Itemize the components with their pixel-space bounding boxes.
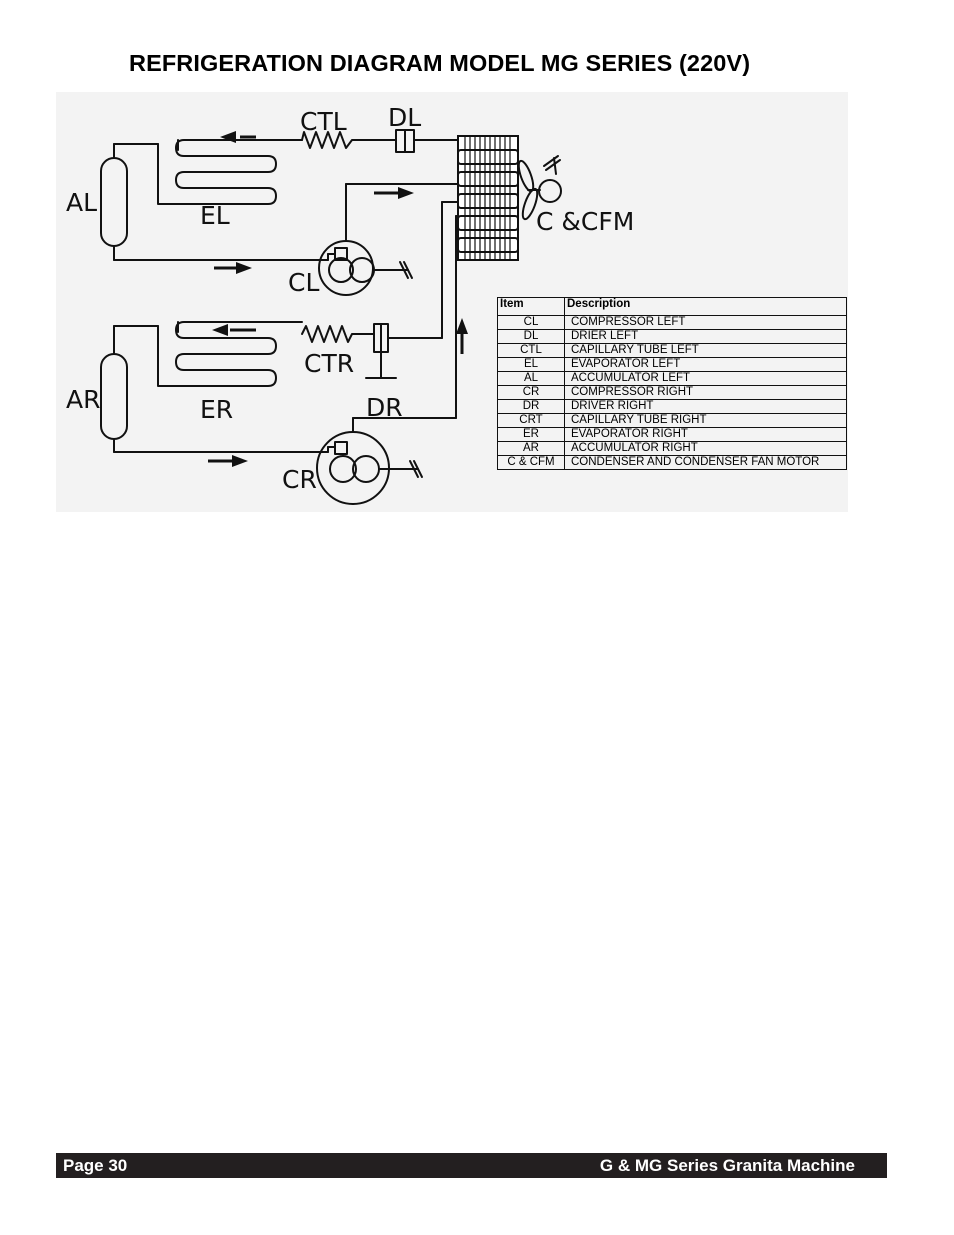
legend-header-description: Description	[565, 298, 847, 316]
legend-row	[498, 414, 847, 428]
legend-row	[498, 442, 847, 456]
legend-description: CAPILLARY TUBE LEFT	[565, 344, 847, 358]
legend-header-row	[498, 298, 847, 316]
legend-row	[498, 358, 847, 372]
label-el: EL	[200, 201, 230, 230]
label-dr: DR	[366, 393, 403, 422]
legend-item: CTL	[498, 344, 565, 358]
label-dl: DL	[388, 103, 422, 132]
legend-description: DRIER LEFT	[565, 330, 847, 344]
label-cr: CR	[282, 465, 317, 494]
label-c-cfm: C &CFM	[536, 207, 635, 236]
legend-item: CR	[498, 386, 565, 400]
legend-item: DL	[498, 330, 565, 344]
legend-description: EVAPORATOR RIGHT	[565, 428, 847, 442]
page-title: REFRIGERATION DIAGRAM MODEL MG SERIES (220V)	[129, 50, 751, 76]
label-ctl: CTL	[300, 107, 347, 136]
legend-description: ACCUMULATOR RIGHT	[565, 442, 847, 456]
label-cl: CL	[288, 268, 320, 297]
legend-description: ACCUMULATOR LEFT	[565, 372, 847, 386]
legend-item: AL	[498, 372, 565, 386]
legend-item: CRT	[498, 414, 565, 428]
legend-item: DR	[498, 400, 565, 414]
legend-item: CL	[498, 316, 565, 330]
legend-description: CONDENSER AND CONDENSER FAN MOTOR	[565, 456, 847, 470]
legend-row	[498, 400, 847, 414]
legend-description: CAPILLARY TUBE RIGHT	[565, 414, 847, 428]
legend-row	[498, 428, 847, 442]
legend-item: AR	[498, 442, 565, 456]
legend-row	[498, 456, 847, 470]
label-al: AL	[66, 188, 98, 217]
legend-row	[498, 316, 847, 330]
legend-row	[498, 372, 847, 386]
legend-row	[498, 330, 847, 344]
condenser	[458, 136, 518, 260]
legend-item: C & CFM	[498, 456, 565, 470]
page-footer	[56, 1153, 887, 1178]
legend-item: EL	[498, 358, 565, 372]
legend-description: DRIVER RIGHT	[565, 400, 847, 414]
legend-row	[498, 344, 847, 358]
legend-table	[497, 297, 847, 470]
legend-description: COMPRESSOR RIGHT	[565, 386, 847, 400]
label-ctr: CTR	[304, 349, 355, 378]
label-er: ER	[200, 395, 234, 424]
document-title: G & MG Series Granita Machine	[599, 1156, 855, 1175]
legend-header-item: Item	[498, 298, 565, 316]
legend-item: ER	[498, 428, 565, 442]
label-ar: AR	[66, 385, 101, 414]
legend-row	[498, 386, 847, 400]
legend-description: COMPRESSOR LEFT	[565, 316, 847, 330]
legend-description: EVAPORATOR LEFT	[565, 358, 847, 372]
page-number: Page 30	[63, 1156, 128, 1175]
